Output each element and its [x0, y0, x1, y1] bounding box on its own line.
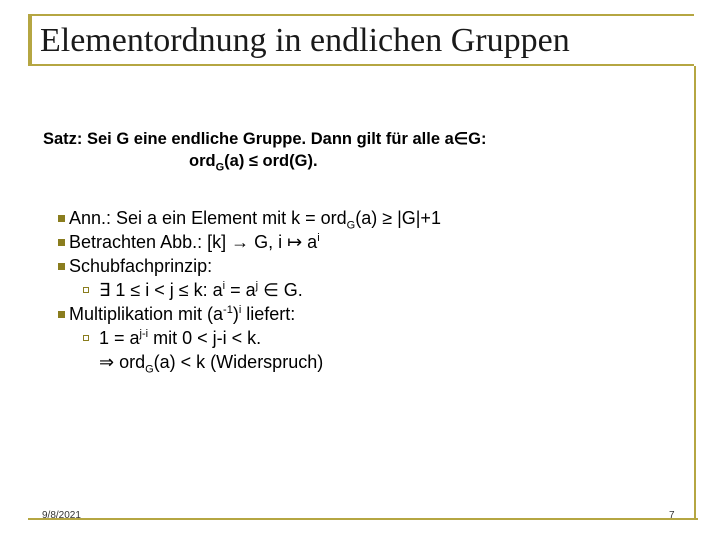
page-number: 7 [669, 510, 675, 521]
exists-sup-i: i [222, 280, 226, 292]
theorem-ord: ord [189, 152, 216, 170]
footer-date: 9/8/2021 [42, 510, 81, 521]
slide-title: Elementordnung in endlichen Gruppen [40, 22, 570, 59]
assumption-text: Ann.: Sei a ein Element mit k = ord [69, 208, 347, 228]
mapping-superscript: i [317, 232, 320, 244]
exists-text: ∃ 1 ≤ i < j ≤ k: a [99, 280, 223, 300]
pigeonhole-text: Schubfachprinzip: [69, 256, 213, 276]
proof-bullets [58, 206, 441, 374]
mapping-text: Betrachten Abb.: [k] → G, i ↦ a [69, 232, 318, 252]
identity-text: 1 = a [99, 328, 140, 348]
theorem-statement [43, 128, 486, 172]
footer-rule [28, 518, 698, 520]
exists-sup-j: j [255, 280, 259, 292]
hollow-square-bullet-icon [83, 335, 89, 341]
right-rule [694, 66, 696, 520]
bullet-pigeonhole [58, 254, 441, 278]
mult-text: Multiplikation mit (a [69, 304, 224, 324]
conclusion-subscript: G [145, 363, 154, 376]
theorem-line-1: Satz: Sei G eine endliche Gruppe. Dann gilt für alle a∈G: [43, 130, 487, 148]
bullet-mapping [58, 230, 441, 254]
exists-text-end: ∈ G. [258, 280, 303, 300]
subbullet-exists [58, 278, 441, 302]
theorem-ord-subscript: G [215, 161, 225, 174]
mult-sup-inverse: -1 [223, 304, 233, 316]
conclusion-text: ⇒ ord [99, 352, 146, 372]
mult-paren: ) [232, 304, 239, 324]
bullet-assumption [58, 206, 441, 230]
title-underline [28, 64, 694, 66]
title-accent-bar [28, 14, 32, 66]
assumption-subscript: G [346, 219, 356, 232]
subbullet-identity [58, 326, 441, 350]
mult-sup-i: i [238, 304, 242, 316]
theorem-line-2 [43, 150, 486, 172]
exists-text-mid: = a [225, 280, 256, 300]
top-rule [28, 14, 694, 16]
identity-text-end: mit 0 < j-i < k. [148, 328, 262, 348]
mult-text-end: liefert: [241, 304, 296, 324]
hollow-square-bullet-icon [83, 287, 89, 293]
conclusion-text-end: (a) < k (Widerspruch) [153, 352, 324, 372]
bullet-multiplication [58, 302, 441, 326]
identity-sup: j-i [139, 328, 149, 340]
theorem-inequality: (a) ≤ ord(G). [224, 152, 318, 170]
conclusion-line [58, 350, 441, 374]
assumption-text-end: (a) ≥ |G|+1 [355, 208, 441, 228]
